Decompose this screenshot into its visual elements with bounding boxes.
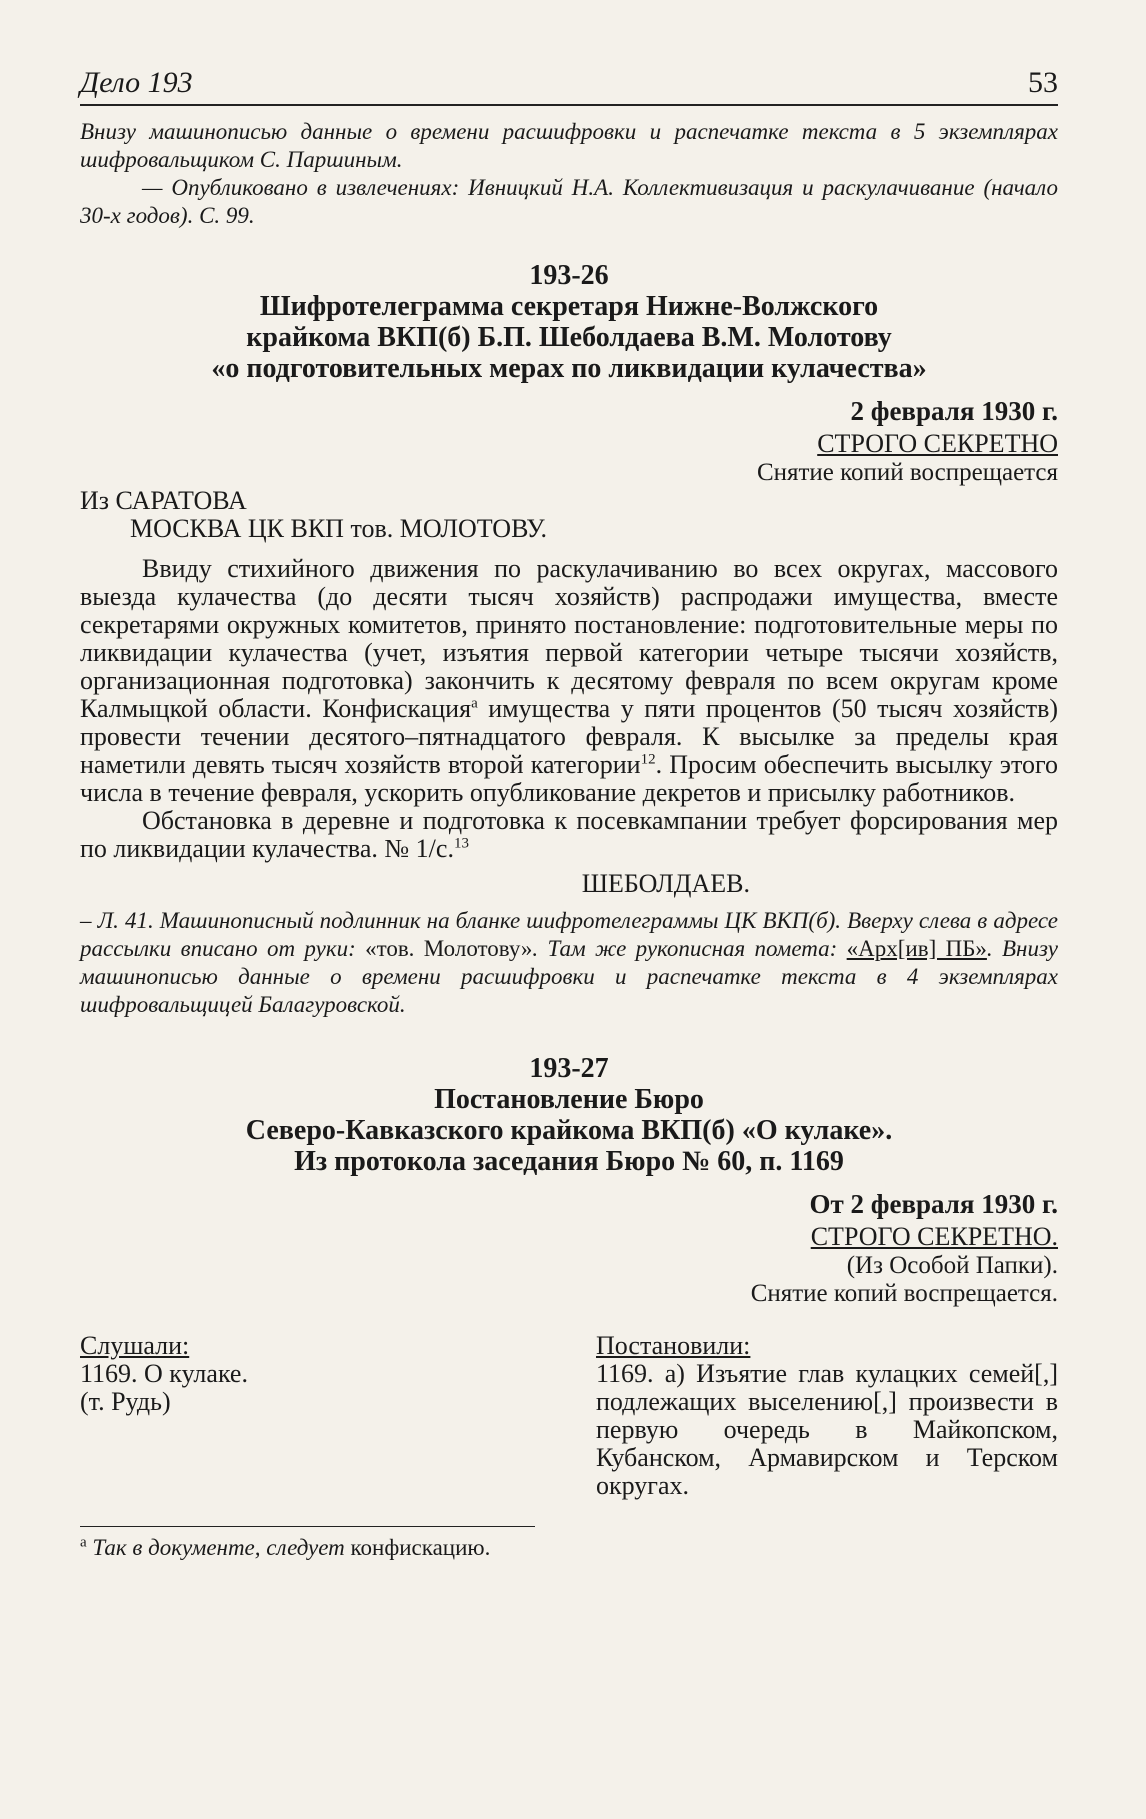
telegram-paragraph-2 xyxy=(80,807,1058,863)
footnote-ref-a: а xyxy=(471,695,478,712)
para1-part-b: имущества у пяти процентов (50 тысяч хозяйств) провести течении десятого–пятнадцатого февраля. К высылке за пределы края наметили девять тысяч хозяйств второй категории xyxy=(80,694,1059,779)
note-part-d: «Арх[ив] ПБ» xyxy=(846,936,987,961)
doc-title-line-1: Постановление Бюро xyxy=(434,1084,704,1115)
note-part-b: «тов. Молотову» xyxy=(365,936,533,961)
note-part-a: – Л. 41. Машинописный подлинник на бланке шифротелеграммы ЦК ВКП(б). Вверху слева в адресе рассылки вписано от руки: xyxy=(80,908,1058,961)
document-193-27 xyxy=(80,1053,1058,1500)
document-193-26 xyxy=(80,260,1058,1019)
special-folder: (Из Особой Папки). xyxy=(846,1252,1058,1279)
resolved-column xyxy=(596,1332,1058,1500)
doc-date: 2 февраля 1930 г. xyxy=(850,396,1058,426)
no-copies-note: Снятие копий воспрещается. xyxy=(750,1280,1058,1307)
para2-text: Обстановка в деревне и подготовка к посевкампании требует форсирования мер по ликвидации кулачества. № 1/с. xyxy=(80,806,1058,863)
doc-date: От 2 февраля 1930 г. xyxy=(809,1189,1058,1219)
doc-title-line-2: Северо-Кавказского крайкома ВКП(б) «О кулаке». xyxy=(245,1115,893,1146)
note-part-c: . Там же рукописная помета: xyxy=(532,936,847,961)
resolved-text: 1169. а) Изъятие глав кулацких семей[,] подлежащих выселению[,] произвести в первую очередь в Майкопском, Кубанском, Армавирском и Терском округах. xyxy=(596,1359,1058,1500)
note-part-e: . Внизу машинописью данные о времени расшифровки и распечатке текста в 4 экземплярах шифровальщицей Балагуровской. xyxy=(80,936,1058,1017)
heard-label: Слушали: xyxy=(80,1331,190,1360)
address-block xyxy=(80,487,1058,543)
footnote-marker: а xyxy=(80,1534,87,1551)
telegram-paragraph-1 xyxy=(80,555,1058,807)
doc-title-line-3: «о подготовительных мерах по ликвидации кулачества» xyxy=(211,353,927,384)
archival-note xyxy=(80,907,1058,1019)
endnote-ref-13: 13 xyxy=(453,835,469,852)
resolved-label: Постановили: xyxy=(596,1331,751,1360)
doc-number: 193-26 xyxy=(529,260,609,291)
footnote xyxy=(80,1535,1058,1561)
top-note-line-1: Внизу машинописью данные о времени расшифровки и распечатке текста в 5 экземплярах шифровальщиком С. Паршиным. xyxy=(80,119,1058,172)
heard-person: (т. Рудь) xyxy=(80,1387,171,1416)
secrecy-stamp: СТРОГО СЕКРЕТНО xyxy=(817,429,1058,458)
doc-title-line-1: Шифротелеграмма секретаря Нижне-Волжского xyxy=(259,291,879,322)
sender-city: Из САРАТОВА xyxy=(80,486,247,515)
no-copies-note: Снятие копий воспрещается xyxy=(756,459,1058,486)
footnote-italic-text: Так в документе, следует xyxy=(86,1535,351,1560)
footnote-plain-text: конфискацию. xyxy=(350,1535,491,1560)
protocol-table xyxy=(80,1332,1058,1500)
page-number: 53 xyxy=(1028,66,1058,99)
secrecy-stamp: СТРОГО СЕКРЕТНО. xyxy=(810,1222,1058,1251)
doc-title-line-2: крайкома ВКП(б) Б.П. Шеболдаева В.М. Молотову xyxy=(246,322,892,353)
heard-column xyxy=(80,1332,576,1500)
endnote-ref-12: 12 xyxy=(640,751,656,768)
heard-item: 1169. О кулаке. xyxy=(80,1359,248,1388)
signature: ШЕБОЛДАЕВ. xyxy=(581,869,750,898)
top-note-line-2: — Опубликовано в извлечениях: Ивницкий Н.А. Коллективизация и раскулачивание (начало 30-х годов). С. 99. xyxy=(80,175,1058,228)
recipient: МОСКВА ЦК ВКП тов. МОЛОТОВУ. xyxy=(130,514,547,543)
footnote-divider xyxy=(80,1526,535,1527)
doc-title-line-3: Из протокола заседания Бюро № 60, п. 1169 xyxy=(294,1146,844,1177)
case-label: Дело 193 xyxy=(80,66,193,99)
para1-part-a: Ввиду стихийного движения по раскулачиванию во всех округах, массового выезда кулачества (до десяти тысяч хозяйств) распродажи имущества, вместе секретарями окружных комитетов, принято постановление: подготовительные меры по ликвидации кулачества (учет, изъятия первой категории четыре тысячи хозяйств, организационная подготовка) закончить к десятому февраля по всем округам кроме Калмыцкой области. Конфискация xyxy=(80,554,1058,723)
running-header xyxy=(80,66,1058,106)
top-archival-note xyxy=(80,118,1058,230)
doc-number: 193-27 xyxy=(529,1053,609,1084)
para1-part-c: . Просим обеспечить высылку этого числа в течение февраля, ускорить опубликование декретов и присылку работников. xyxy=(80,750,1058,807)
